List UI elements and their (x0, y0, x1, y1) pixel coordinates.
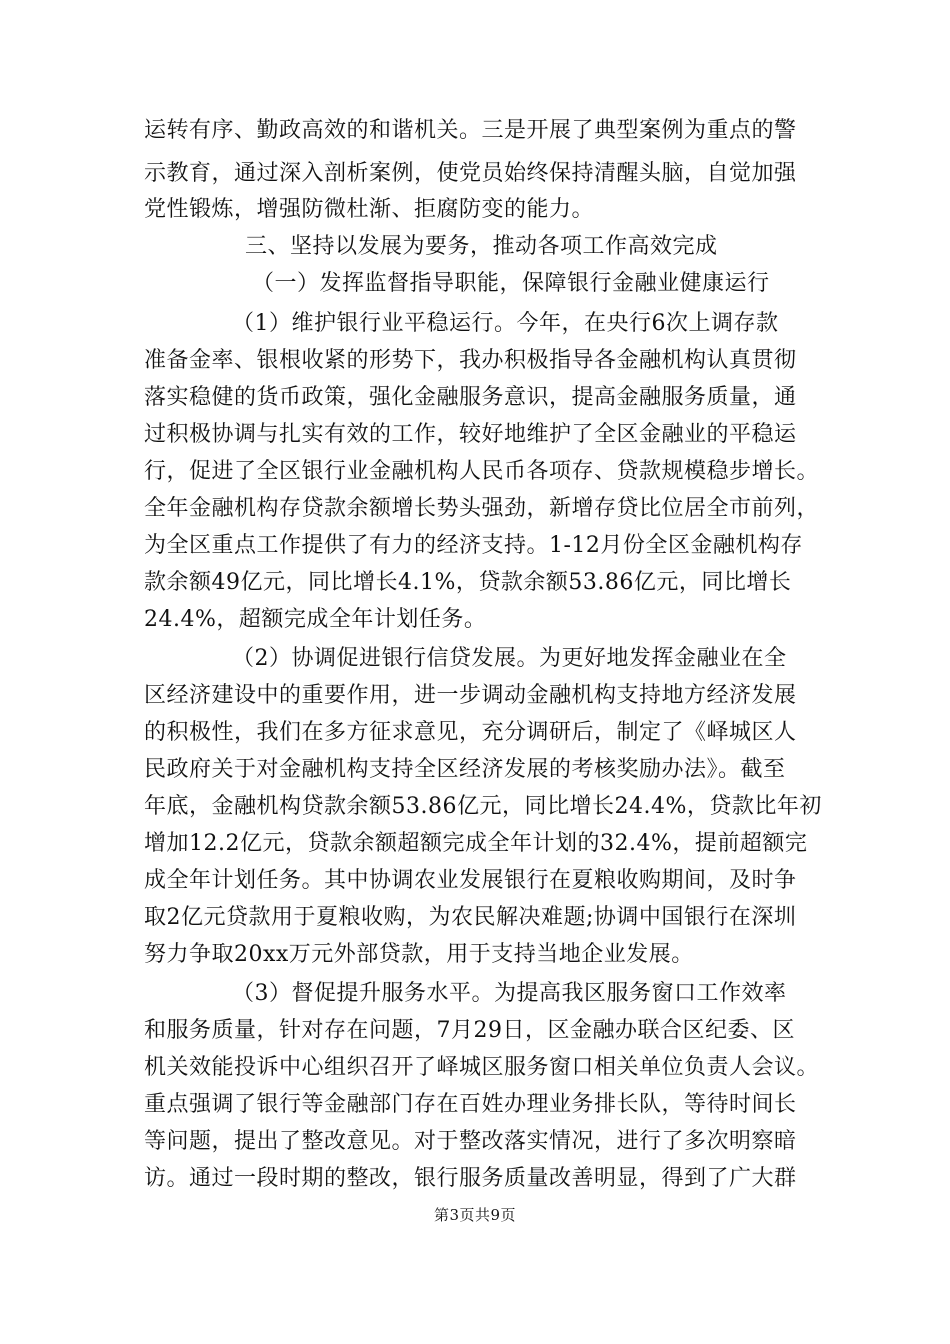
text-line: 重点强调了银行等金融部门存在百姓办理业务排长队，等待时间长 (144, 1092, 797, 1117)
text-line: 运转有序、勤政高效的和谐机关。三是开展了典型案例为重点的警 (144, 118, 797, 143)
text-line: 努力争取20xx万元外部贷款，用于支持当地企业发展。 (144, 942, 694, 967)
text-line: 区经济建设中的重要作用，进一步调动金融机构支持地方经济发展 (144, 683, 797, 708)
text-line: 取2亿元贷款用于夏粮收购，为农民解决难题;协调中国银行在深圳 (144, 905, 797, 930)
text-line: 24.4%，超额完成全年计划任务。 (144, 607, 487, 632)
text-line: 机关效能投诉中心组织召开了峄城区服务窗口相关单位负责人会议。 (144, 1055, 820, 1080)
text-line: 示教育，通过深入剖析案例，使党员始终保持清醒头脑，自觉加强 (144, 161, 797, 186)
paragraph-start: （1）维护银行业平稳运行。今年，在央行6次上调存款 (232, 311, 779, 336)
text-line: 全年金融机构存贷款余额增长势头强劲，新增存贷比位居全市前列， (144, 496, 820, 521)
section-heading: 三、坚持以发展为要务，推动各项工作高效完成 (245, 234, 718, 259)
text-line: 和服务质量，针对存在问题，7月29日，区金融办联合区纪委、区 (144, 1018, 795, 1043)
text-line: 增加12.2亿元，贷款余额超额完成全年计划的32.4%，提前超额完 (144, 831, 808, 856)
text-line: 年底，金融机构贷款余额53.86亿元，同比增长24.4%，贷款比年初 (144, 794, 822, 819)
text-line: 过积极协调与扎实有效的工作，较好地维护了全区金融业的平稳运 (144, 422, 797, 447)
text-line: 党性锻炼，增强防微杜渐、拒腐防变的能力。 (144, 197, 595, 222)
text-line: 访。通过一段时期的整改，银行服务质量改善明显，得到了广大群 (144, 1166, 797, 1191)
text-line: 款余额49亿元，同比增长4.1%，贷款余额53.86亿元，同比增长 (144, 570, 792, 595)
paragraph-start: （3）督促提升服务水平。为提高我区服务窗口工作效率 (232, 981, 787, 1006)
text-line: 的积极性，我们在多方征求意见，充分调研后，制定了《峄城区人 (144, 720, 797, 745)
text-line: 民政府关于对金融机构支持全区经济发展的考核奖励办法》。截至 (144, 757, 786, 782)
paragraph-start: （2）协调促进银行信贷发展。为更好地发挥金融业在全 (232, 646, 787, 671)
text-line: 行，促进了全区银行业金融机构人民币各项存、贷款规模稳步增长。 (144, 459, 820, 484)
page-number: 第3页共9页 (433, 1206, 517, 1224)
text-line: 等问题，提出了整改意见。对于整改落实情况，进行了多次明察暗 (144, 1129, 797, 1154)
text-line: 准备金率、银根收紧的形势下，我办积极指导各金融机构认真贯彻 (144, 348, 797, 373)
text-line: 为全区重点工作提供了有力的经济支持。1-12月份全区金融机构存 (144, 533, 803, 558)
text-line: 成全年计划任务。其中协调农业发展银行在夏粮收购期间，及时争 (144, 868, 797, 893)
text-line: 落实稳健的货币政策，强化金融服务意识，提高金融服务质量，通 (144, 385, 797, 410)
subsection-heading: （一）发挥监督指导职能，保障银行金融业健康运行 (252, 271, 770, 296)
